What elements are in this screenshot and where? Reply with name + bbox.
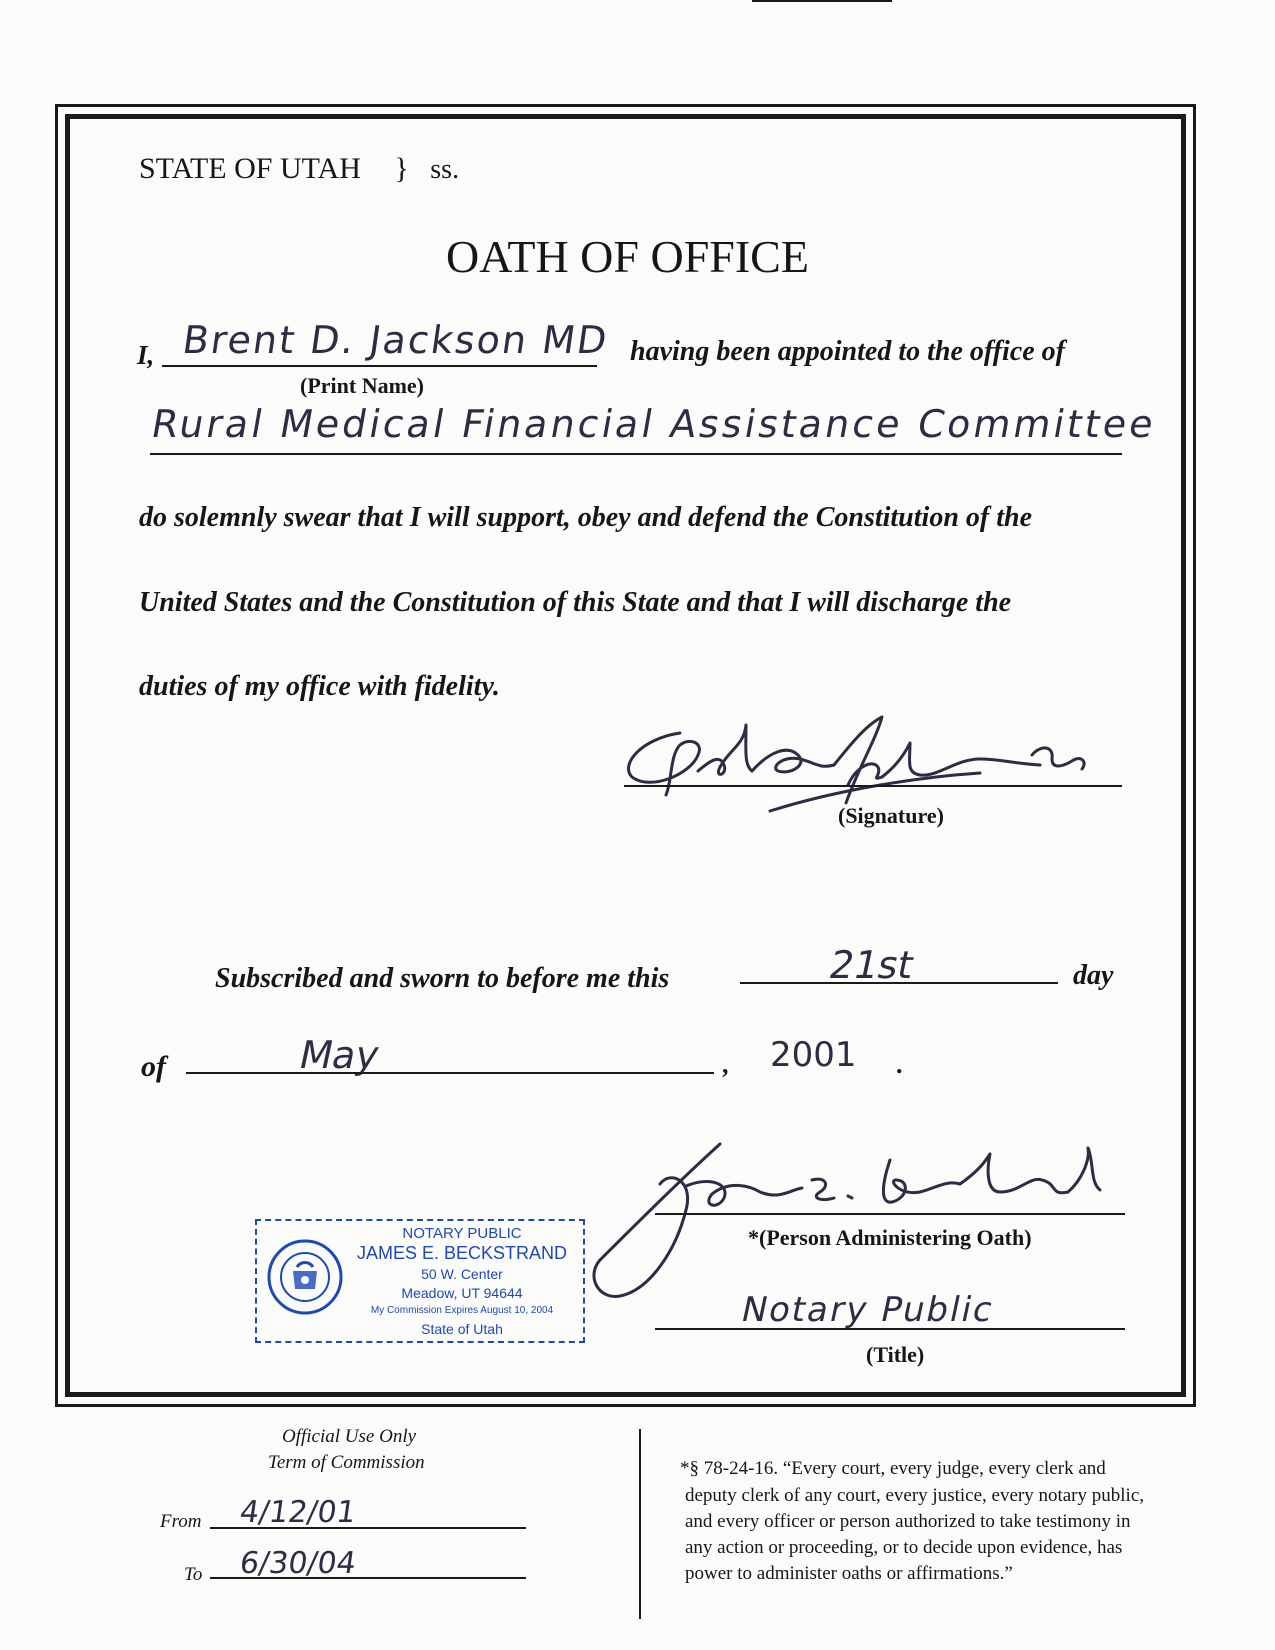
handwritten-year: 2001 (770, 1035, 857, 1075)
venue-brace: } (394, 152, 409, 185)
term-heading: Term of Commission (268, 1452, 425, 1473)
statute-line-4: any action or proceeding, or to decide upon evidence, has (685, 1537, 1123, 1558)
stamp-state: State of Utah (421, 1321, 503, 1337)
venue-ss: ss. (430, 154, 460, 185)
statute-line-2: deputy clerk of any court, every justice, every notary public, (685, 1485, 1144, 1506)
official-use-heading: Official Use Only (282, 1426, 417, 1447)
name-underline (162, 365, 597, 367)
stamp-notary-name: JAMES E. BECKSTRAND (356, 1243, 568, 1263)
of-label: of (141, 1050, 166, 1083)
notary-stamp (255, 1219, 585, 1343)
handwritten-office: Rural Medical Financial Assistance Committee (148, 402, 1160, 446)
oath-line-3: duties of my office with fidelity. (139, 671, 500, 702)
signature-caption: (Signature) (838, 803, 944, 828)
page-title: OATH OF OFFICE (446, 231, 809, 282)
stamp-notary-public: NOTARY PUBLIC (402, 1225, 522, 1242)
handwritten-month: May (295, 1033, 384, 1077)
administrator-underline (655, 1213, 1125, 1215)
stamp-city: Meadow, UT 94644 (401, 1285, 523, 1301)
to-label: To (184, 1564, 203, 1585)
title-underline (655, 1328, 1125, 1330)
handwritten-to-date: 6/30/04 (237, 1546, 359, 1581)
statute-line-1: *§ 78-24-16. “Every court, every judge, every clerk and (680, 1458, 1106, 1479)
from-label: From (160, 1511, 202, 1532)
oath-line-1: do solemnly swear that I will support, obey and defend the Constitution of the (139, 502, 1032, 533)
oath-prefix: I, (137, 340, 155, 370)
footer-divider (639, 1429, 641, 1619)
oath-line-2: United States and the Constitution of this State and that I will discharge the (139, 587, 1012, 618)
from-underline (210, 1527, 526, 1529)
statute-line-3: and every officer or person authorized to take testimony in (685, 1511, 1131, 1532)
appointment-suffix: having been appointed to the office of (630, 336, 1065, 367)
handwritten-day: 21st (825, 943, 918, 987)
stamp-address: 50 W. Center (421, 1266, 503, 1282)
sworn-lead: Subscribed and sworn to before me this (215, 963, 670, 994)
day-label: day (1073, 960, 1114, 991)
state-name: STATE OF UTAH (139, 152, 361, 185)
title-caption: (Title) (866, 1342, 925, 1367)
administrator-caption: *(Person Administering Oath) (748, 1225, 1032, 1250)
state-heading (139, 152, 459, 186)
stamp-commission-expires: My Commission Expires August 10, 2004 (370, 1305, 554, 1316)
signature-underline (624, 785, 1122, 787)
day-underline (740, 982, 1058, 984)
to-underline (210, 1577, 526, 1579)
month-underline (186, 1072, 714, 1074)
name-caption: (Print Name) (300, 373, 425, 398)
handwritten-title: Notary Public (737, 1290, 999, 1330)
office-underline (150, 453, 1122, 455)
statute-line-5: power to administer oaths or affirmations.” (685, 1563, 1013, 1584)
state-seal (265, 1237, 345, 1317)
year-period: . (896, 1050, 903, 1079)
year-underline (752, 0, 892, 2)
handwritten-from-date: 4/12/01 (237, 1495, 359, 1530)
month-comma: , (722, 1050, 729, 1079)
handwritten-name: Brent D. Jackson MD (179, 318, 612, 362)
